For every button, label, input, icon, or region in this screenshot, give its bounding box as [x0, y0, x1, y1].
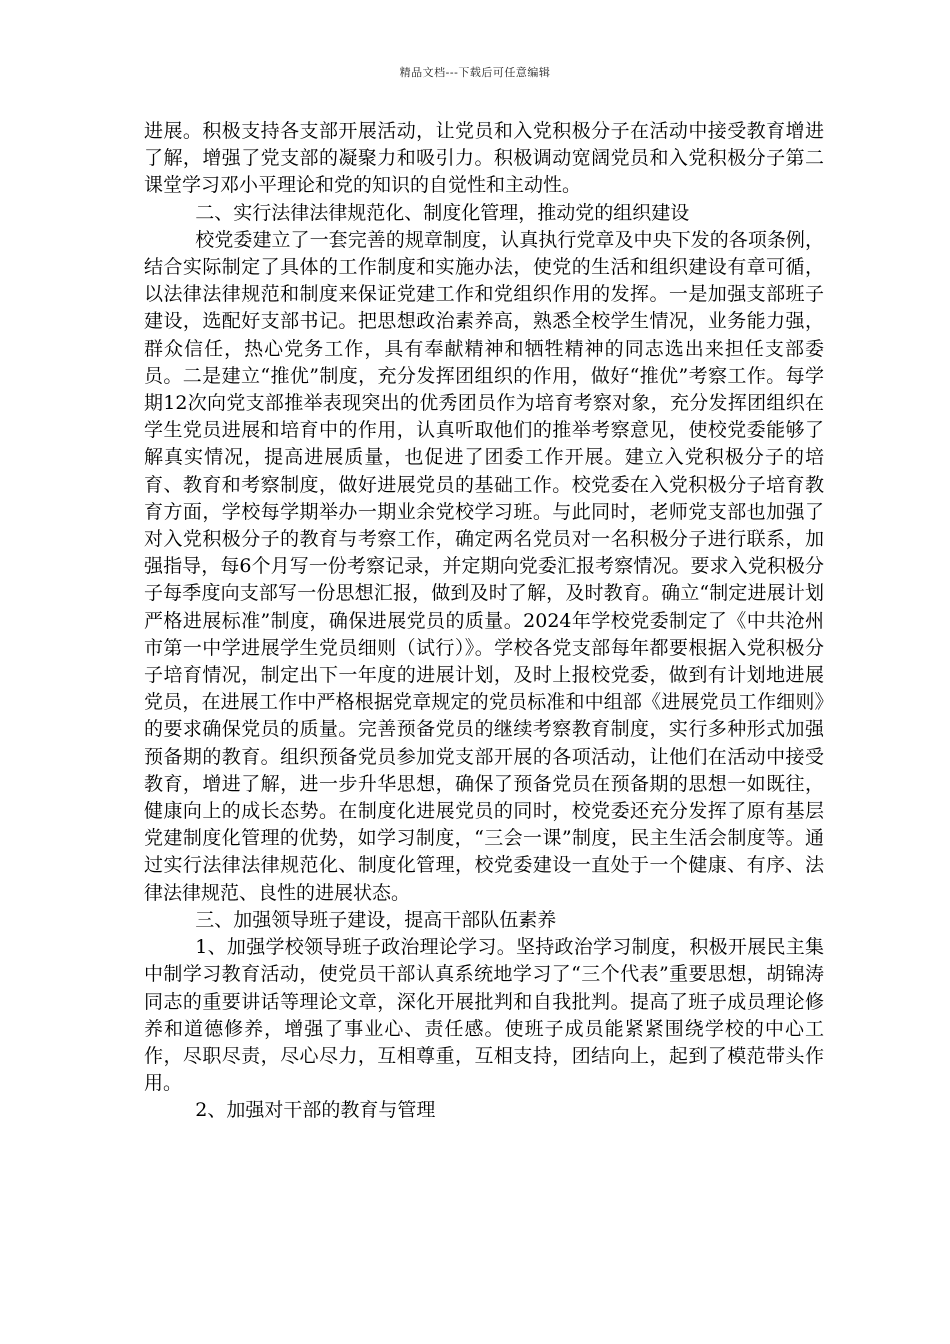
- continuation-paragraph: 进展。积极支持各支部开展活动，让党员和入党积极分子在活动中接受教育增进了解，增强了党支部的凝聚力和吸引力。积极调动宽阔党员和入党积极分子第二课堂学习邓小平理论和党的知识的自觉性和主动性。: [144, 120, 824, 197]
- document-body: [144, 118, 824, 1125]
- section-heading-3: 三、加强领导班子建设，提高干部队伍素养: [195, 908, 557, 931]
- section-heading-2: 二、实行法律法律规范化、制度化管理，推动党的组织建设: [195, 201, 690, 224]
- body-paragraph: 校党委建立了一套完善的规章制度，认真执行党章及中央下发的各项条例，结合实际制定了具体的工作制度和实施办法，使党的生活和组织建设有章可循，以法律法律规范和制度来保证党建工作和党组织作用的发挥。一是加强支部班子建设，选配好支部书记。把思想政治素养高，熟悉全校学生情况，业务能力强，群众信任，热心党务工作，具有奉献精神和牺牲精神的同志选出来担任支部委员。二是建立“推优”制度，充分发挥团组织的作用，做好“推优”考察工作。每学期12次向党支部推举表现突出的优秀团员作为培育考察对象，充分发挥团组织在学生党员进展和培育中的作用，认真听取他们的推举考察意见，使校党委能够了解真实情况，提高进展质量，也促进了团委工作开展。建立入党积极分子的培育、教育和考察制度，做好进展党员的基础工作。校党委在入党积极分子培育教育方面，学校每学期举办一期业余党校学习班。与此同时，老师党支部也加强了对入党积极分子的教育与考察工作，确定两名党员对一名积极分子进行联系，加强指导，每6个月写一份考察记录，并定期向党委汇报考察情况。要求入党积极分子每季度向支部写一份思想汇报，做到及时了解，及时教育。确立“制定进展计划严格进展标准”制度，确保进展党员的质量。2024年学校党委制定了《中共沧州市第一中学进展学生党员细则（试行）》。学校各党支部每年都要根据入党积极分子培育情况，制定出下一年度的进展计划，及时上报校党委，做到有计划地进展党员，在进展工作中严格根据党章规定的党员标准和中组部《进展党员工作细则》的要求确保党员的质量。完善预备党员的继续考察教育制度，实行多种形式加强预备期的教育。组织预备党员参加党支部开展的各项活动，让他们在活动中接受教育，增进了解，进一步升华思想，确保了预备党员在预备期的思想一如既往，健康向上的成长态势。在制度化进展党员的同时，校党委还充分发挥了原有基层党建制度化管理的优势，如学习制度，“三会一课”制度，民主生活会制度等。通过实行法律法律规范化、制度化管理，校党委建设一直处于一个健康、有序、法律法律规范、良性的进展状态。: [144, 228, 824, 904]
- body-paragraph: 1、加强学校领导班子政治理论学习。坚持政治学习制度，积极开展民主集中制学习教育活动，使党员干部认真系统地学习了“三个代表”重要思想，胡锦涛同志的重要讲话等理论文章，深化开展批判和自我批判。提高了班子成员理论修养和道德修养，增强了事业心、责任感。使班子成员能紧紧围绕学校的中心工作，尽职尽责，尽心尽力，互相尊重，互相支持，团结向上，起到了模范带头作用。: [144, 936, 824, 1095]
- page-header: 精品文档---下载后可任意编辑: [399, 66, 551, 79]
- subsection-heading: 2、加强对干部的教育与管理: [195, 1099, 436, 1122]
